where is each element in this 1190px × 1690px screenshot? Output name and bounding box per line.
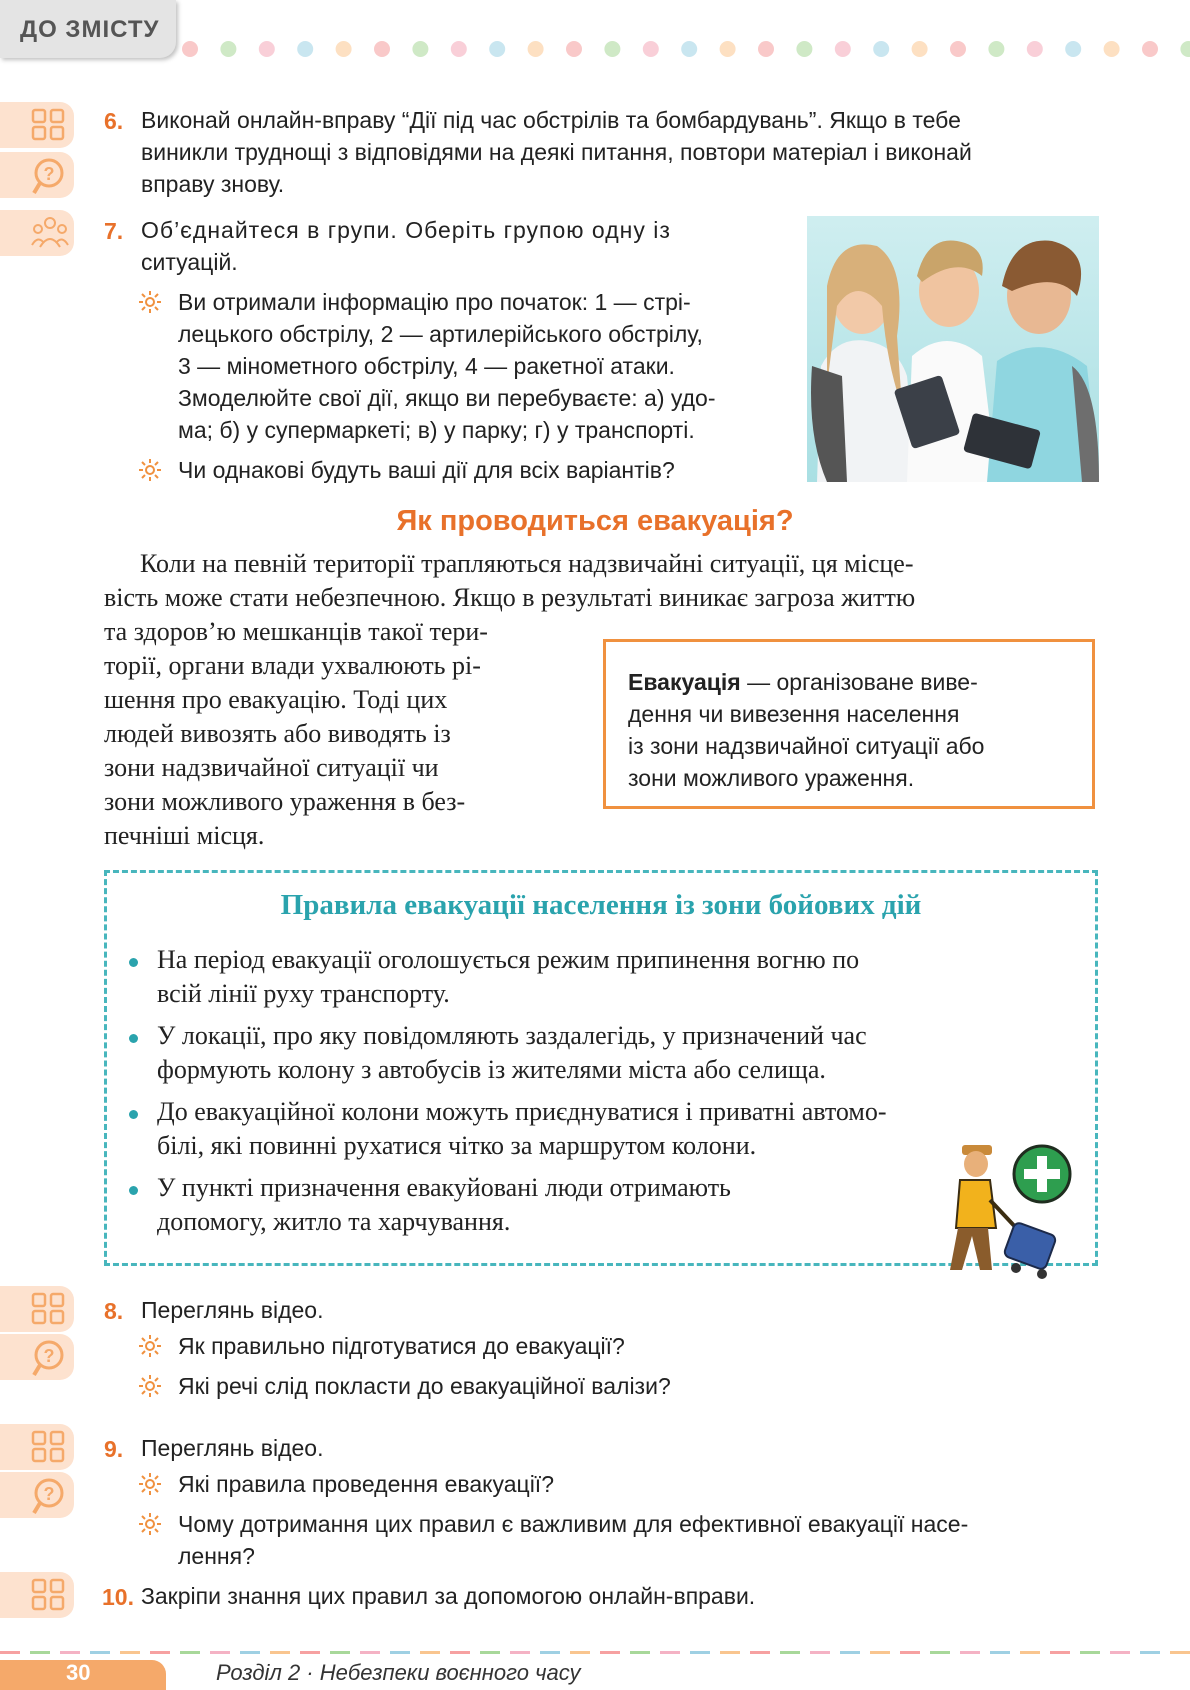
task-number: 9. [104,1436,124,1462]
sun-bullet-icon [138,458,162,482]
paragraph-line: шення про евакуацію. Тоді цих [104,685,448,714]
task-line: Виконай онлайн-вправу “Дії під час обстрілів та бомбардувань”. Якщо в тебе [141,107,961,133]
question-line: лення? [178,1543,255,1569]
svg-text:?: ? [43,1484,55,1504]
task-line: виникли труднощі з відповідями на деякі питання, повтори матеріал і виконай [141,139,972,165]
task-line: Закріпи знання цих правил за допомогою онлайн-вправи. [141,1583,756,1609]
paragraph-line: зони можливого ураження в без- [104,787,466,816]
task-line: вправу знову. [141,171,285,197]
page-number: 30 [66,1660,91,1685]
section-heading: Як проводиться евакуація? [396,505,794,537]
task-line: Змоделюйте свої дії, якщо ви перебуваєте: а) удо- [178,385,716,411]
students-photo [807,216,1099,482]
evacuee-with-suitcase-icon [938,1140,1078,1280]
task-line: ма; б) у супермаркеті; в) у парку; г) у транспорті. [178,417,695,443]
bullet-dot [129,1110,138,1119]
question-line: Як правильно підготуватися до евакуації? [178,1333,625,1359]
task-line: Об’єднайтеся в групи. Оберіть групою одну із [141,217,671,243]
question-line: Які речі слід покласти до евакуаційної валізи? [178,1373,671,1399]
rule-line: допомогу, житло та харчування. [157,1207,511,1236]
rule-line: формують колону з автобусів із жителями міста або селища. [157,1055,826,1084]
task-line: 3 — мінометного обстрілу, 4 — ракетної атаки. [178,353,675,379]
svg-text:?: ? [43,164,55,184]
question-tab-icon[interactable] [0,1472,74,1518]
definition-text: із зони надзвичайної ситуації або [628,733,985,759]
bullet-dot [129,958,138,967]
rule-line: У локації, про яку повідомляють заздалегідь, у призначений час [157,1021,867,1050]
rule-line: До евакуаційної колони можуть приєднуватися і приватні автомо- [157,1097,887,1126]
definition-text: — організоване виве- [740,669,978,695]
task-line: Чи однакові будуть ваші дії для всіх варіантів? [178,457,675,483]
task-line: ситуацій. [141,249,238,275]
question-line: Які правила проведення евакуації? [178,1471,554,1497]
exercise-tab-icon[interactable] [0,1424,74,1470]
sun-bullet-icon [138,1472,162,1496]
paragraph-line: торії, органи влади ухвалюють рі- [104,651,481,680]
bullet-dot [129,1034,138,1043]
sun-bullet-icon [138,1512,162,1536]
sun-bullet-icon [138,290,162,314]
definition-box [603,639,1095,809]
dot-decoration [178,40,1190,58]
chapter-title: Розділ 2 · Небезпеки воєнного часу [216,1660,581,1685]
sun-bullet-icon [138,1374,162,1398]
rule-line: всій лінії руху транспорту. [157,979,450,1008]
definition-text: дення чи вивезення населення [628,701,960,727]
footer-divider [0,1642,1190,1646]
rule-line: У пункті призначення евакуйовані люди отримають [157,1173,731,1202]
bullet-dot [129,1186,138,1195]
page-number-badge [0,1660,166,1690]
task-number: 6. [104,108,124,134]
toc-label: ДО ЗМІСТУ [20,16,160,43]
task-number: 10. [102,1584,134,1610]
paragraph-line: Коли на певній території трапляються надзвичайні ситуації, ця місце- [140,549,914,578]
exercise-tab-icon[interactable] [0,1286,74,1332]
question-tab-icon[interactable] [0,152,74,198]
paragraph-line: вість може стати небезпечною. Якщо в результаті виникає загроза життю [104,583,916,612]
paragraph-line: людей вивозять або виводять із [104,719,451,748]
task-number: 7. [104,218,124,244]
rules-title: Правила евакуації населення із зони бойових дій [280,889,922,921]
task-number: 8. [104,1298,124,1324]
rule-line: білі, які повинні рухатися чітко за маршрутом колони. [157,1131,757,1160]
group-work-icon [0,210,74,256]
definition-term: Евакуація [628,669,741,695]
paragraph-line: та здоров’ю мешканців такої тери- [104,617,488,646]
task-title: Переглянь відео. [141,1435,324,1461]
svg-text:?: ? [43,1346,55,1366]
task-line: лецького обстрілу, 2 — артилерійського обстрілу, [178,321,703,347]
paragraph-line: зони надзвичайної ситуації чи [104,753,439,782]
paragraph-line: печніші місця. [104,821,265,850]
rule-line: На період евакуації оголошується режим припинення вогню по [157,945,860,974]
exercise-tab-icon[interactable] [0,1572,74,1618]
exercise-tab-icon[interactable] [0,102,74,148]
toc-button[interactable] [0,0,176,58]
task-title: Переглянь відео. [141,1297,324,1323]
definition-text: зони можливого ураження. [628,765,915,791]
task-line: Ви отримали інформацію про початок: 1 — стрі- [178,289,691,315]
question-tab-icon[interactable] [0,1334,74,1380]
sun-bullet-icon [138,1334,162,1358]
question-line: Чому дотримання цих правил є важливим для ефективної евакуації насе- [178,1511,969,1537]
